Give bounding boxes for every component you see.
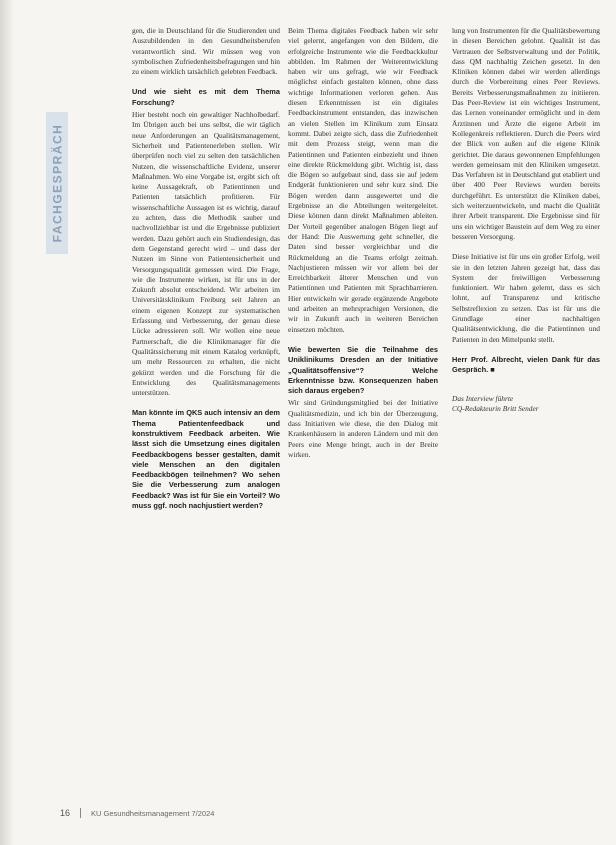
interview-question: Wie bewerten Sie die Teilnahme des Uniklinikums Dresden an der Initiative „Qualitätsoffensive“? Welche Erkenntnisse bzw. Konsequenzen haben sich daraus ergeben? [288, 344, 438, 396]
article-column-3 [452, 26, 600, 424]
interview-credit [452, 394, 600, 415]
interview-question: Man könnte im QKS auch intensiv an dem Thema Patientenfeedback und konstruktivem Feedback arbeiten. Wie lässt sich die Umsetzung eines digitalen Feedbackbogens besser gestalten, damit viele Menschen an den digitalen Feedbackbögen teilnehmen? Wo sehen Sie die Verbesserung zum analogen Feedback? Was ist für Sie ein Vorteil? Wo muss ggf. noch nachjustiert werden? [132, 408, 280, 511]
section-tab-label: FACHGESPRÄCH [50, 123, 64, 243]
footer-divider [80, 808, 81, 818]
publication-name: KU Gesundheitsmanagement 7/2024 [91, 808, 215, 818]
page-number: 16 [60, 808, 71, 818]
paragraph: lung von Instrumenten für die Qualitätsbewertung in diesen Bereichen gelohnt. Qualität ist das Vertrauen der Selbstverwaltung und der Politik, dass QM nachhaltig Zeichen gesetzt. In den Kliniken können dabei wir werden allerdings durch die Vorbereitung eines Peer Reviews. Bereits Verbesserungsmaßnahmen zu initiieren. Das Peer-Review ist ein wichtiges Instrument, das Lernen voneinander ermöglicht und in dem Ärztinnen und Ärzte die eigene Arbeit im Kollegenkreis reflektieren. Durch die Peers wird der Blick von außen auf die eigene Klinik gerichtet. Die daraus gewonnenen Empfehlungen werden gemeinsam mit den Kliniken umgesetzt. Das Verfahren ist in Deutschland gut etabliert und über 400 Peer Reviews wurden bereits durchgeführt. Es unterstützt die Kliniken dabei, sich weiterzuentwickeln, und macht die Qualität ihrer Arbeit transparent. Die Ergebnisse sind für uns ein wichtiger Baustein auf dem Weg zu einer besseren Versorgung. [452, 26, 600, 241]
paragraph: Beim Thema digitales Feedback haben wir sehr viel gelernt, angefangen von den Bildern, die erfolgreiche Instrumente wie die Feedbackkultur abbilden. Im Rahmen der Weiterentwicklung haben wir uns gefragt, wie wir Feedback möglichst einfach gestalten können, ohne dass wichtige Informationen verloren gehen. Aus diesen Erkenntnissen ist ein digitales Feedbackinstrument entstanden, das inzwischen an vielen Stellen im Klinikum zum Einsatz kommt. Dabei zeigte sich, dass die Zufriedenheit mit dem Prozess steigt, wenn man die Patientinnen und Patienten einbezieht und ihnen eine direkte Rückmeldung gibt. Wichtig ist, dass die Bögen so aufgebaut sind, dass sie auf jedem Endgerät funktionieren und sehr kurz sind. Die Bögen werden dann ausgewertet und die Ergebnisse an die Abteilungen weitergeleitet. Diese können dann direkt Maßnahmen ableiten. Der Vorteil gegenüber analogen Bögen liegt auf der Hand: Die Auswertung geht schneller, die Daten sind besser vergleichbar und die Rückmeldung an die Teams erfolgt zeitnah. Nachjustieren müssen wir vor allem bei der Erreichbarkeit älterer Menschen und von Patientinnen und Patienten mit Sprachbarrieren. Hier entwickeln wir gerade ergänzende Angebote und arbeiten an mehrsprachigen Versionen, die wir in Zukunft auch in weiteren Bereichen einsetzen möchten. [288, 26, 438, 334]
article-column-2 [288, 26, 438, 470]
paragraph: gen, die in Deutschland für die Studierenden und Auszubildenden in den Gesundheitsberufen verantwortlich sind. Wir müssen weg von symbolischen Zufriedenheitsbefragungen und hin zu einem wirklich tatsächlich gelebten Feedback. [132, 26, 280, 77]
article-column-1 [132, 26, 280, 513]
paragraph: Diese Initiative ist für uns ein großer Erfolg, weil sie in den letzten Jahren gezeigt hat, dass das System der freiwilligen Verbesserung funktioniert. Wir haben gelernt, dass es sich lohnt, auf Transparenz und kritische Selbstreflexion zu setzen. Das ist für uns die Grundlage einer nachhaltigen Qualitätsentwicklung, die die Patientinnen und Patienten in den Mittelpunkt stellt. [452, 252, 600, 344]
section-tab [46, 112, 68, 254]
paragraph: Hier besteht noch ein gewaltiger Nachholbedarf. Im Übrigen auch bei uns selbst, die wir täglich neue Anforderungen an Qualitätsmanagement, Sicherheit und Patientenerleben stellen. Wir überprüfen noch viel zu selten den tatsächlichen Nutzen, die wissenschaftliche Evidenz, unserer Maßnahmen. Wo eine Vorgabe ist, ergibt sich oft keine Aussagekraft, ob Patientinnen und Patienten tatsächlich profitieren. Für wissenschaftliche Aussagen ist es wichtig, darauf zu achten, dass die Methodik sauber und nachvollziehbar ist und die Ergebnisse publiziert werden. Dazu gehört auch ein Studiendesign, das dem Gegenstand gerecht wird – und dass der Nutzen im Sinne von Patientensicherheit und Versorgungsqualität gemessen wird. Die Frage, wie die Instrumente wirken, ist für uns in der Zukunft absolut entscheidend. Wir arbeiten im Universitätsklinikum Freiburg seit Jahren an einem eigenen Konzept zur systematischen Erfassung und Verbesserung, der genau diese Lücke adressieren soll. Wir wollen eine neue Partnerschaft, die die Klinikmanager für die Qualitätssicherung mit einem Katalog verknüpft, um mehr Ressourcen zu erhalten, die nicht gekürzt werden und die Forschung für die Entwicklung des Qualitätsmanagements unterstützen. [132, 110, 280, 398]
credit-line: Das Interview führte [452, 393, 514, 403]
credit-line: CQ-Redakteurin Britt Sender [452, 403, 539, 413]
paragraph: Wir sind Gründungsmitglied bei der Initiative Qualitätsmedizin, und ich bin der Überzeugung, dass Initiativen wie diese, die den Dialog mit Krankenhäusern in anderen Ländern und mit den Peers eine Menge bringt, auch in der Breite wirken. [288, 398, 438, 459]
binding-shadow [0, 0, 14, 845]
closing-remark: Herr Prof. Albrecht, vielen Dank für das Gespräch. ■ [452, 354, 600, 375]
page-footer [60, 808, 214, 818]
interview-question: Und wie sieht es mit dem Thema Forschung? [132, 87, 280, 107]
